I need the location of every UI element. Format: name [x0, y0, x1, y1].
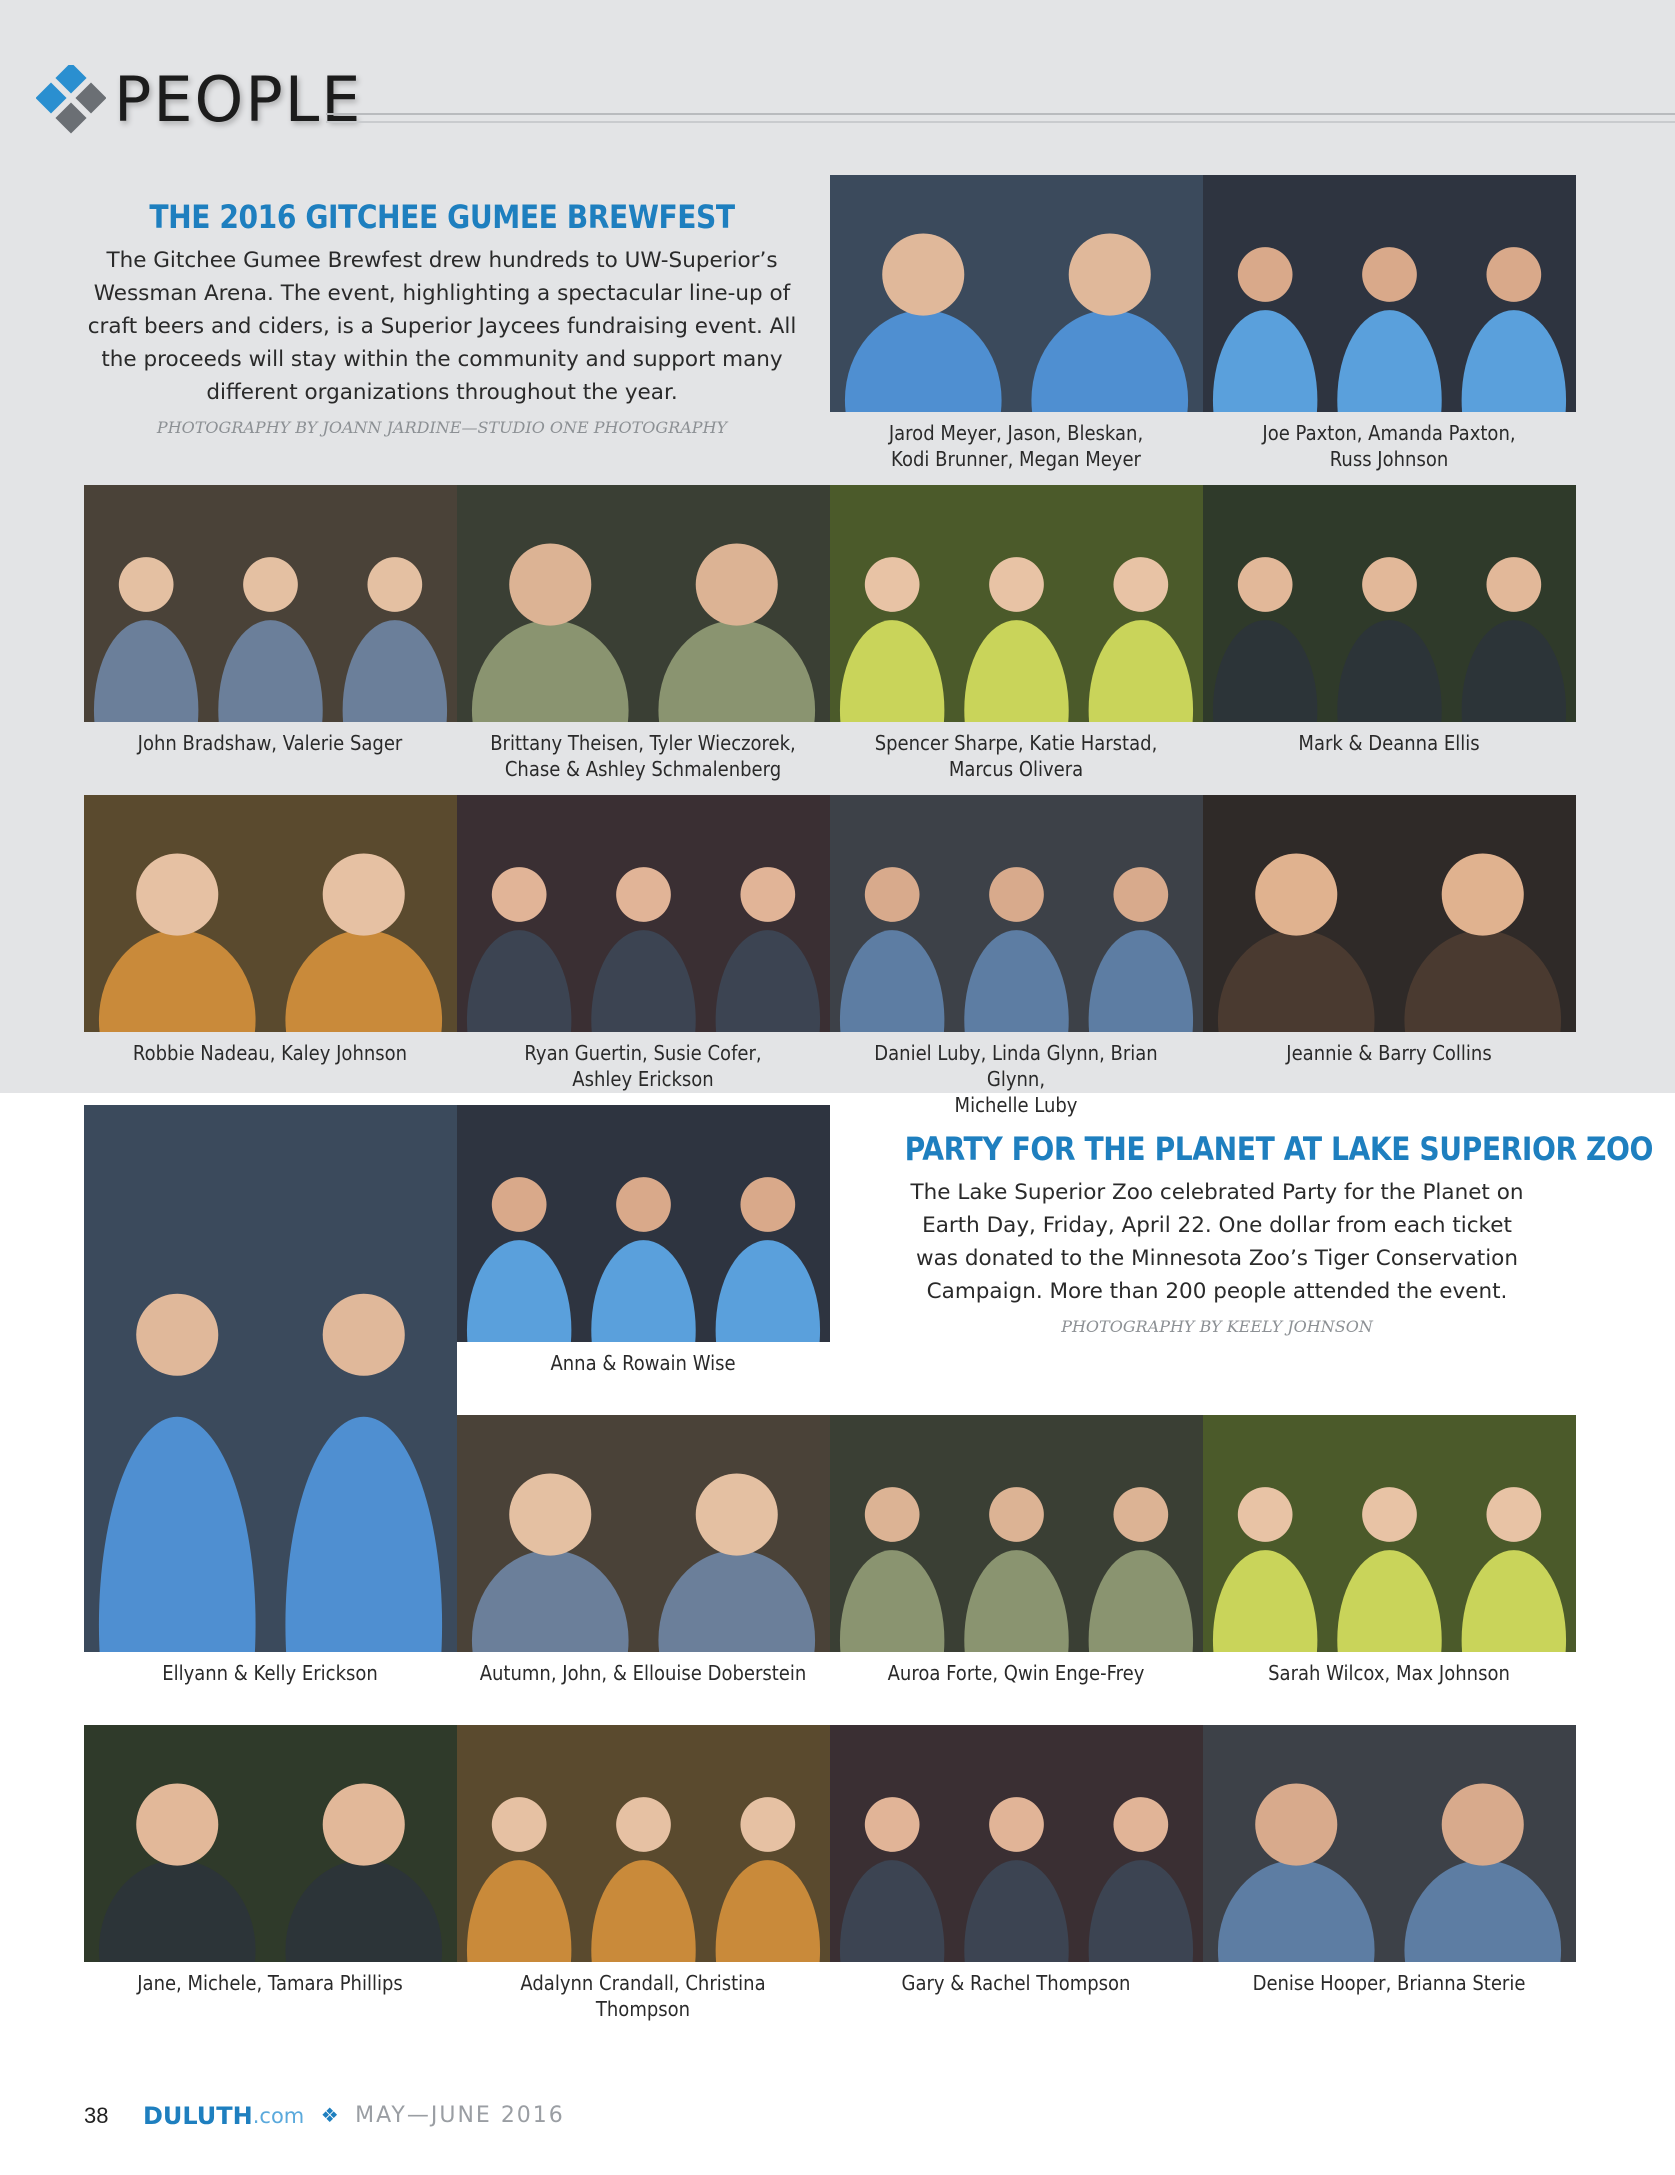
photo-caption: Anna & Rowain Wise	[550, 1351, 736, 1375]
photo-caption: Joe Paxton, Amanda Paxton, Russ Johnson	[1262, 421, 1516, 471]
person-head	[323, 1294, 405, 1376]
person-head	[696, 544, 778, 626]
photo-caption: Jarod Meyer, Jason, Bleskan, Kodi Brunner, Megan Meyer	[888, 421, 1144, 471]
photo-image	[457, 1725, 830, 1962]
person-head	[865, 1487, 920, 1542]
person-head	[1113, 867, 1168, 922]
person-head	[1442, 1784, 1524, 1866]
photo-caption: Jeannie & Barry Collins	[1286, 1041, 1492, 1065]
person-head	[136, 1784, 218, 1866]
person-head	[1362, 1487, 1417, 1542]
photo-caption: Sarah Wilcox, Max Johnson	[1268, 1661, 1510, 1685]
photo	[830, 1415, 1203, 1652]
photo-image	[457, 795, 830, 1032]
photo-image	[830, 1415, 1203, 1652]
person-head	[1113, 1797, 1168, 1852]
zoo-intro	[862, 1130, 1654, 1338]
person-head	[989, 867, 1044, 922]
photo	[1203, 1725, 1576, 1962]
photo-image	[830, 485, 1203, 722]
page-footer	[84, 2100, 565, 2132]
photo	[830, 175, 1203, 412]
photo-caption: Gary & Rachel Thompson	[901, 1971, 1131, 1995]
person-head	[243, 557, 298, 612]
person-head	[323, 854, 405, 936]
person-head	[367, 557, 422, 612]
photo-image	[84, 795, 457, 1032]
photo-image	[1203, 795, 1576, 1032]
page-number: 38	[84, 2103, 109, 2128]
photo	[830, 795, 1203, 1032]
person-head	[882, 234, 964, 316]
photo	[457, 485, 830, 722]
person-head	[989, 1797, 1044, 1852]
brand-suffix: .com	[252, 2104, 305, 2128]
zoo-description: The Lake Superior Zoo celebrated Party for the Planet on Earth Day, Friday, April 22. One dollar from each ticket was donated to the Minnesota Zoo’s Tiger Conservation Campaign. More than 200 people attended the event.	[910, 1180, 1524, 1304]
photo	[84, 1105, 457, 1652]
zoo-photo-credit: PHOTOGRAPHY BY KEELY JOHNSON	[1061, 1317, 1373, 1336]
photo	[457, 1415, 830, 1652]
photo-image	[457, 1105, 830, 1342]
person-head	[1486, 557, 1541, 612]
photo-caption: Brittany Theisen, Tyler Wieczorek, Chase & Ashley Schmalenberg	[490, 731, 796, 781]
person-head	[1255, 854, 1337, 936]
photo-image	[457, 485, 830, 722]
person-head	[1238, 1487, 1293, 1542]
photo-image	[84, 1725, 457, 1962]
person-head	[1113, 1487, 1168, 1542]
section-title: PEOPLE	[114, 63, 363, 136]
photo-caption: Denise Hooper, Brianna Sterie	[1252, 1971, 1526, 1995]
brand-name: DULUTH	[142, 2102, 253, 2130]
person-head	[509, 544, 591, 626]
photo-image	[84, 1105, 457, 1652]
header-rule	[326, 113, 1675, 123]
person-head	[136, 854, 218, 936]
person-head	[1238, 557, 1293, 612]
photo	[457, 1725, 830, 1962]
person-head	[1255, 1784, 1337, 1866]
brewfest-description: The Gitchee Gumee Brewfest drew hundreds to UW-Superior’s Wessman Arena. The event, highlighting a spectacular line-up of craft beers and ciders, is a Superior Jaycees fundraising event. All the proceeds will stay within the community and support many different organizations throughout the year.	[87, 248, 797, 405]
person-head	[509, 1474, 591, 1556]
section-header	[36, 55, 1675, 145]
person-head	[989, 1487, 1044, 1542]
person-head	[492, 1797, 547, 1852]
person-head	[740, 1177, 795, 1232]
person-head	[740, 1797, 795, 1852]
diamond-logo-icon	[36, 65, 106, 135]
person-head	[1113, 557, 1168, 612]
photo	[1203, 795, 1576, 1032]
photo-image	[830, 1725, 1203, 1962]
photo-caption: Jane, Michele, Tamara Phillips	[137, 1971, 403, 1995]
photo-caption: Mark & Deanna Ellis	[1298, 731, 1480, 755]
person-head	[616, 867, 671, 922]
person-head	[616, 1177, 671, 1232]
photo-image	[830, 795, 1203, 1032]
person-head	[1362, 557, 1417, 612]
photo	[84, 485, 457, 722]
person-head	[616, 1797, 671, 1852]
person-head	[989, 557, 1044, 612]
brewfest-title: THE 2016 GITCHEE GUMEE BREWFEST	[149, 198, 735, 236]
person-head	[1362, 247, 1417, 302]
photo-caption: Autumn, John, & Ellouise Doberstein	[479, 1661, 807, 1685]
photo	[84, 795, 457, 1032]
person-head	[136, 1294, 218, 1376]
person-head	[865, 557, 920, 612]
photo-image	[1203, 1725, 1576, 1962]
person-head	[865, 867, 920, 922]
photo-caption: Robbie Nadeau, Kaley Johnson	[132, 1041, 408, 1065]
person-head	[323, 1784, 405, 1866]
photo-image	[1203, 1415, 1576, 1652]
photo-caption: Auroa Forte, Qwin Enge-Frey	[887, 1661, 1145, 1685]
person-head	[865, 1797, 920, 1852]
photo-image	[1203, 485, 1576, 722]
photo	[1203, 175, 1576, 412]
photo-caption: Spencer Sharpe, Katie Harstad, Marcus Olivera	[874, 731, 1158, 781]
person-head	[1442, 854, 1524, 936]
photo	[1203, 485, 1576, 722]
person-head	[492, 1177, 547, 1232]
photo-caption: John Bradshaw, Valerie Sager	[137, 731, 403, 755]
photo-image	[84, 485, 457, 722]
brewfest-intro	[84, 198, 800, 439]
photo-image	[1203, 175, 1576, 412]
person-head	[119, 557, 174, 612]
issue-date: MAY—JUNE 2016	[355, 2103, 565, 2128]
photo-caption: Ryan Guertin, Susie Cofer, Ashley Erickson	[524, 1041, 762, 1091]
photo	[1203, 1415, 1576, 1652]
photo-caption: Ellyann & Kelly Erickson	[162, 1661, 378, 1685]
photo	[457, 1105, 830, 1342]
photo-image	[830, 175, 1203, 412]
photo	[830, 485, 1203, 722]
person-head	[1069, 234, 1151, 316]
zoo-title: PARTY FOR THE PLANET AT LAKE SUPERIOR ZOO	[904, 1130, 1654, 1168]
photo-image	[457, 1415, 830, 1652]
person-head	[1486, 247, 1541, 302]
photo-caption: Daniel Luby, Linda Glynn, Brian Glynn, Michelle Luby	[874, 1041, 1158, 1117]
person-head	[740, 867, 795, 922]
photo	[830, 1725, 1203, 1962]
brewfest-photo-credit: PHOTOGRAPHY BY JOANN JARDINE—STUDIO ONE PHOTOGRAPHY	[156, 418, 728, 437]
person-head	[492, 867, 547, 922]
person-head	[1238, 247, 1293, 302]
person-head	[1486, 1487, 1541, 1542]
photo	[84, 1725, 457, 1962]
photo-caption: Adalynn Crandall, Christina Thompson	[520, 1971, 766, 2021]
diamond-separator-icon: ❖	[320, 2105, 339, 2127]
person-head	[696, 1474, 778, 1556]
photo	[457, 795, 830, 1032]
